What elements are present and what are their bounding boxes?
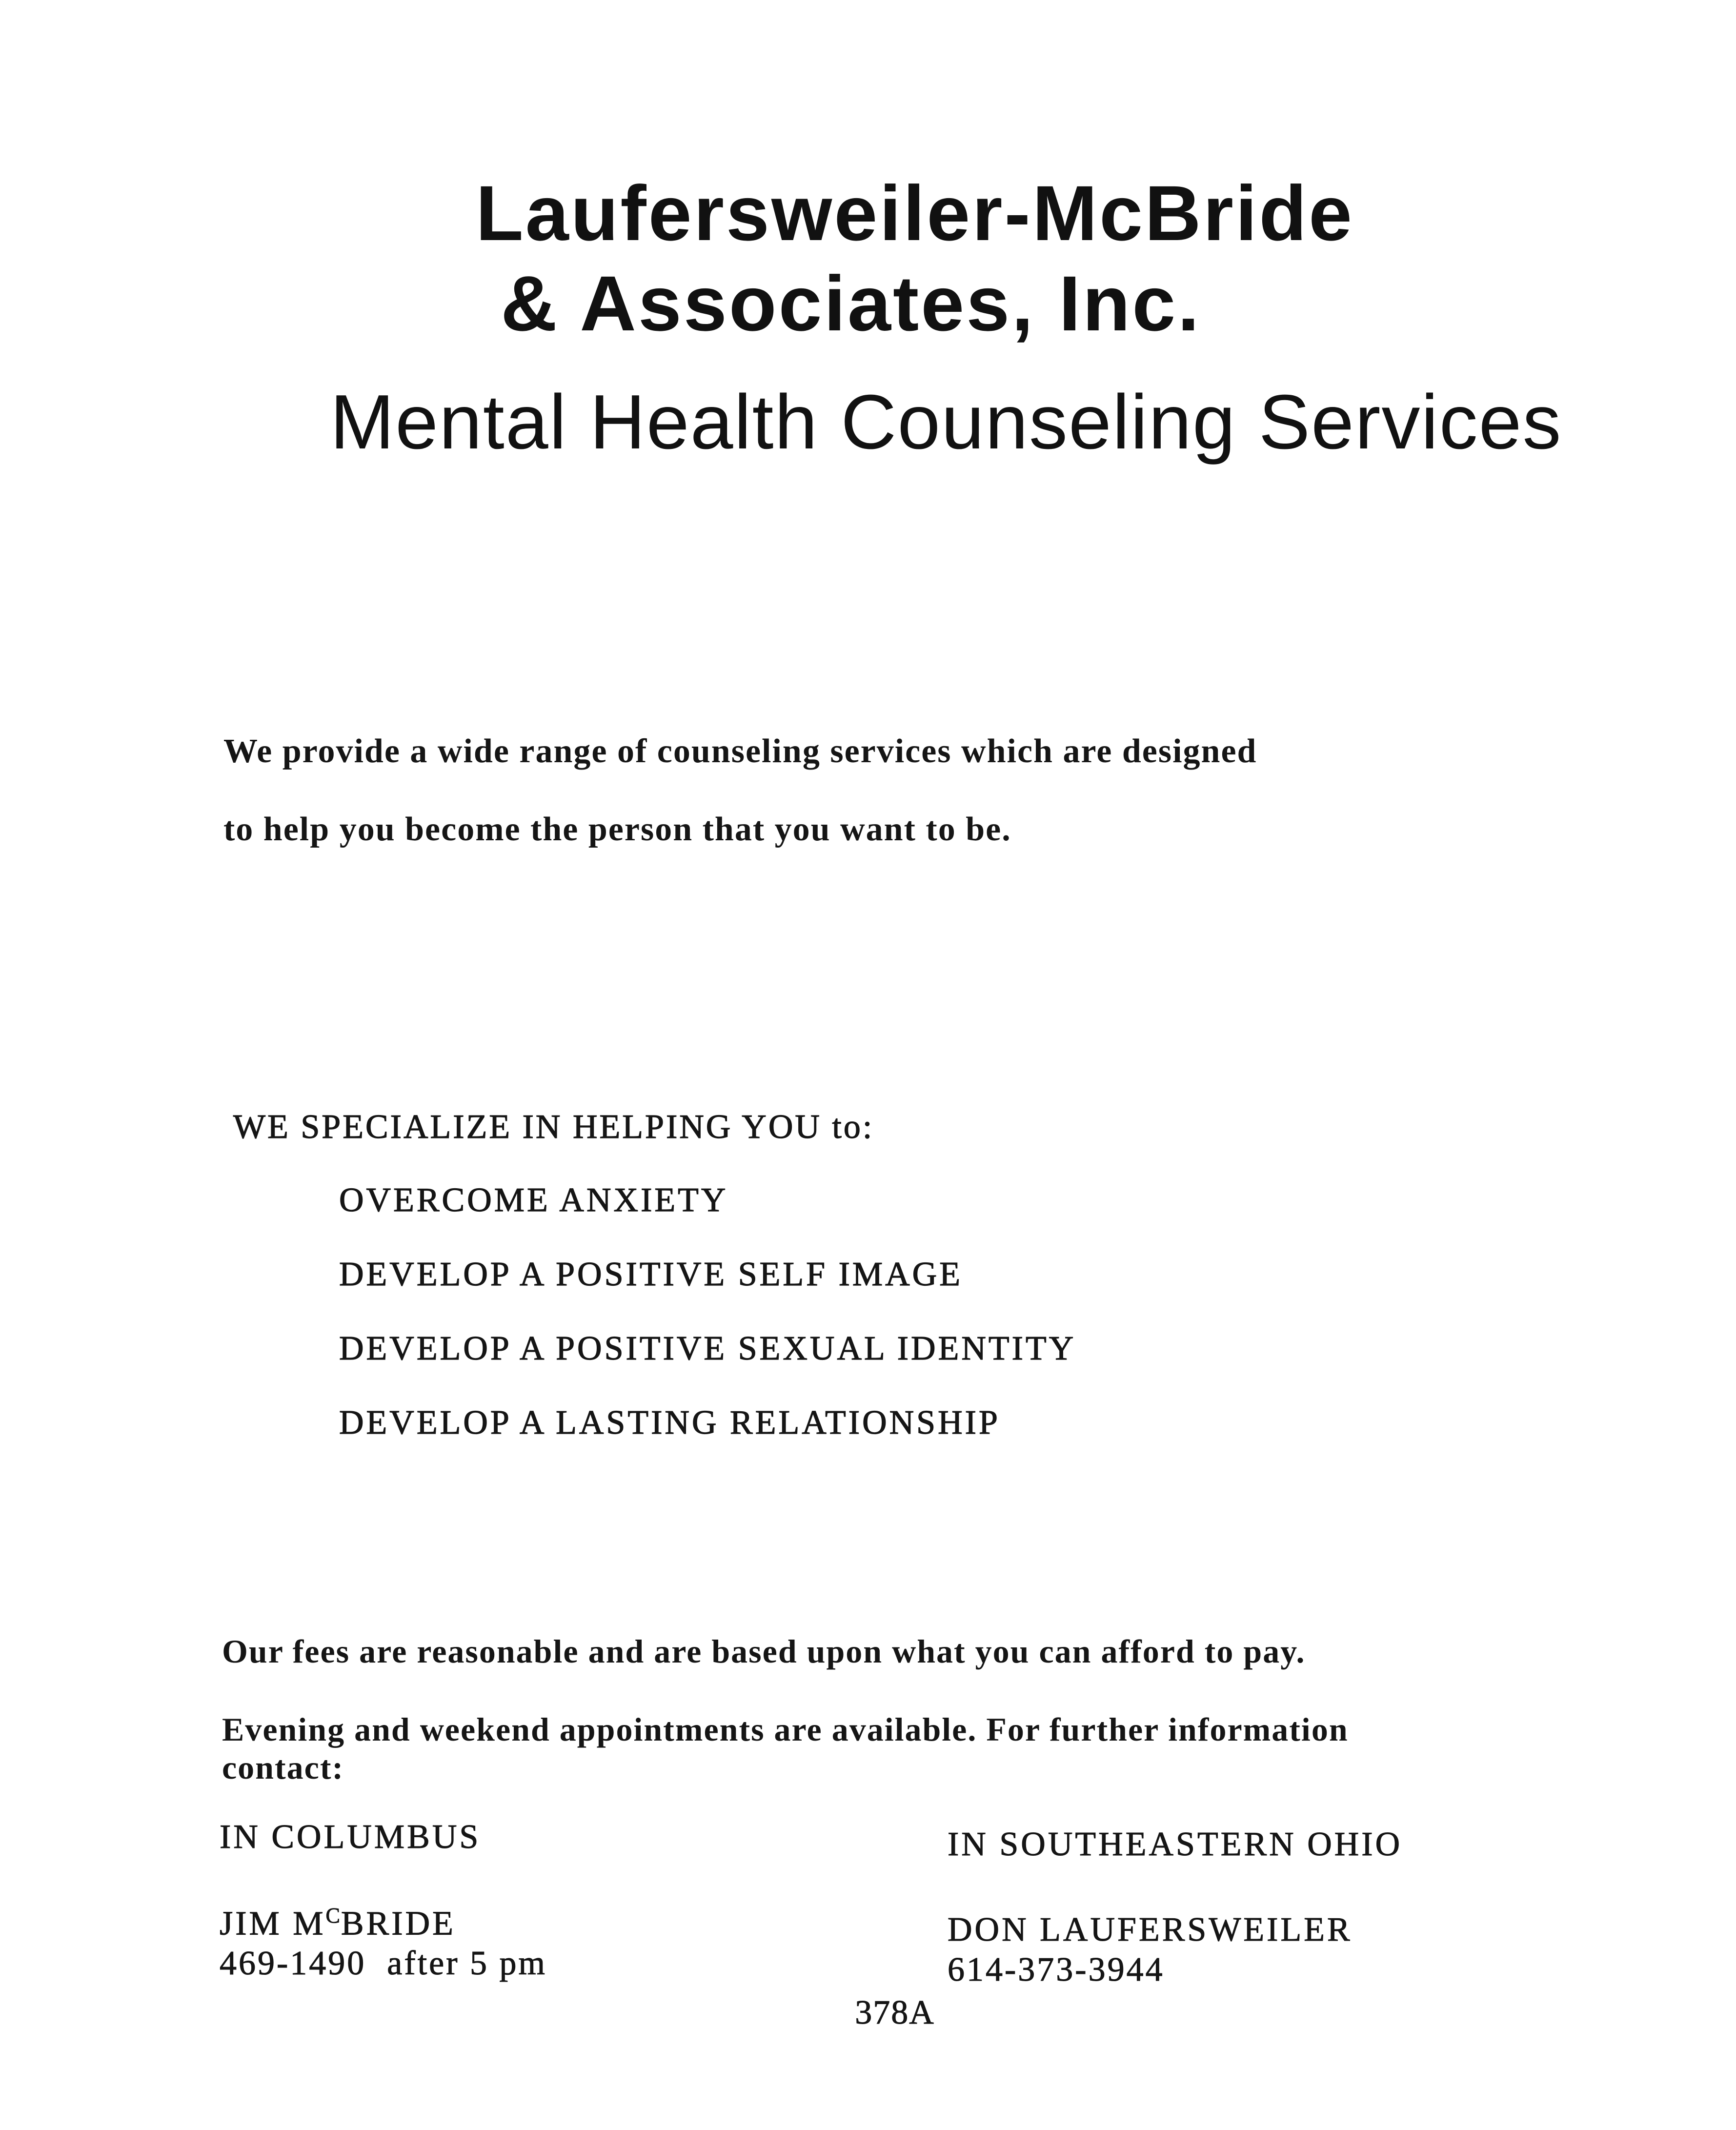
page-number: 378A <box>855 1994 935 2031</box>
intro-line-2: to help you become the person that you want to be. <box>223 811 1011 848</box>
specialty-item: DEVELOP A LASTING RELATIONSHIP <box>339 1404 1000 1441</box>
specialties-heading: WE SPECIALIZE IN HELPING YOU to: <box>233 1108 874 1146</box>
contact-name-suffix: BRIDE <box>341 1905 456 1943</box>
contact-name-superscript: C <box>325 1904 341 1927</box>
company-name-line-1: Laufersweiler-McBride <box>475 169 1354 257</box>
contact-name: DON LAUFERSWEILER <box>948 1911 1352 1948</box>
company-name-line-2: & Associates, Inc. <box>501 260 1201 347</box>
specialty-item: DEVELOP A POSITIVE SEXUAL IDENTITY <box>339 1330 1076 1367</box>
contact-region: IN COLUMBUS <box>220 1818 481 1856</box>
contact-columbus <box>220 1818 547 1983</box>
contact-name <box>220 1903 547 1943</box>
contact-region: IN SOUTHEASTERN OHIO <box>948 1826 1403 1863</box>
contact-name-prefix: JIM M <box>220 1905 326 1943</box>
specialties-list <box>339 1181 1076 1478</box>
contact-southeastern-ohio <box>948 1825 1402 1989</box>
appointments-statement <box>222 1710 1349 1786</box>
contact-phone: 614-373-3944 <box>948 1951 1165 1988</box>
fees-statement: Our fees are reasonable and are based upon what you can afford to pay. <box>222 1633 1306 1670</box>
appointments-line-2: contact: <box>222 1749 344 1786</box>
contact-phone: 469-1490 after 5 pm <box>220 1945 547 1983</box>
intro-line-1: We provide a wide range of counseling services which are designed <box>223 732 1257 770</box>
specialty-item: DEVELOP A POSITIVE SELF IMAGE <box>339 1256 963 1293</box>
specialty-item: OVERCOME ANXIETY <box>339 1181 728 1219</box>
appointments-line-1: Evening and weekend appointments are available. For further information <box>222 1711 1349 1748</box>
services-title: Mental Health Counseling Services <box>330 379 1562 465</box>
